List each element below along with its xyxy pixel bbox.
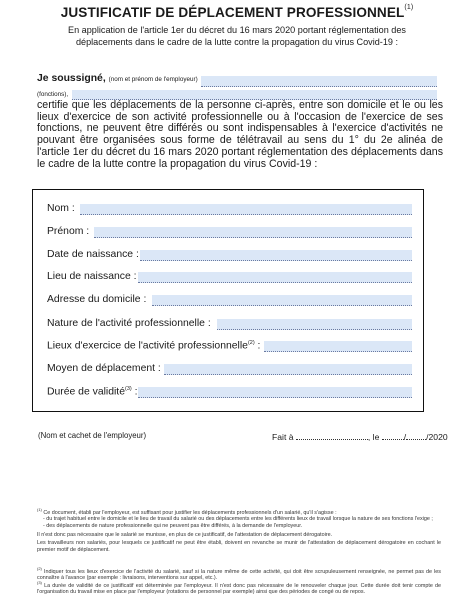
adresse-field[interactable] <box>152 295 412 306</box>
certification-text: certifie que les déplacements de la personne ci-après, entre son domicile et le ou les lieux d'exercice de son activité professionnelle ou à l'occasion de l'exercice de ses fonctions, ne peuvent être différés ou sont indispensables à l'exercice d'activités ne pouvant être organisées sous forme de télétravail au sens du 1° du 2e alinéa de l'article 1er du décret du 16 mars 2020 portant réglementation des déplacements dans le cadre de la lutte contre la propagation du virus Covid-19 : <box>37 99 443 170</box>
field-label-duree-validite: Durée de validité$^{(3)}$ : <box>47 386 138 398</box>
prenom-field[interactable] <box>94 227 412 238</box>
fonctions-label: (fonctions), <box>37 91 69 98</box>
fait-a-label: Fait à <box>272 432 294 442</box>
subtitle-line-2: déplacements dans le cadre de la lutte contre la propagation du virus Covid-19 : <box>75 36 398 47</box>
field-label-date-naissance: Date de naissance : <box>47 249 139 260</box>
fait-a-line: Fait à , le / /2020 <box>272 432 448 442</box>
duree-validite-field[interactable] <box>138 387 412 398</box>
footnote-3: $^{(3)}$ La durée de validité de ce justificatif est déterminée par l'employeur. Il n'est donc pas nécessaire de le renouveler chaque jour. Cette durée doit tenir compte de l'organisation du travail mise en place par l'employeur (rotations de personnel par exemple) ainsi que des périodes de congé ou de repos. <box>37 580 442 596</box>
employer-stamp-label: (Nom et cachet de l'employeur) <box>38 431 147 440</box>
moyen-deplacement-field[interactable] <box>164 364 412 375</box>
employer-name-field[interactable] <box>201 76 437 87</box>
field-label-nom: Nom : <box>47 203 75 214</box>
lieux-exercice-field[interactable] <box>264 341 412 352</box>
declarant-label: Je soussigné, <box>37 73 106 84</box>
declarant-hint: (nom et prénom de l'employeur) <box>108 76 198 83</box>
field-label-adresse: Adresse du domicile : <box>47 294 147 305</box>
footnote-2: $^{(2)}$ Indiquer tous les lieux d'exercice de l'activité du salarié, sauf si la nature même de cette activité, qui doit être scrupuleusement renseignée, ne permet pas de les connaître à l'avance (par exemple : livraisons, interventions sur appel, etc.). <box>37 566 442 582</box>
title-footnote-mark: (1) <box>404 4 414 11</box>
date-day-field[interactable] <box>382 431 404 440</box>
date-naissance-field[interactable] <box>140 250 412 261</box>
footnote-1: $^{(1)}$ Ce document, établi par l'employeur, est suffisant pour justifier les déplacements professionnels d'un salarié, qu'il s'agisse : - du trajet habituel entre le domicile et le lieu de travail du salarié ou des déplacements entre les différents lieux de travail lorsque la nature de ses fonctions l'exige ; - des déplacements de nature professionnelle qui ne peuvent pas être différés, à la demande de l'employeur. Il n'est donc pas nécessaire que le salarié se munisse, en plus de ce justificatif, de l'attestation de déplacement dérogatoire. Les travailleurs non salariés, pour lesquels ce justificatif ne peut être établi, doivent en revanche se munir de l'attestation de déplacement dérogatoire en cochant le premier motif de déplacement. <box>37 507 441 553</box>
date-month-field[interactable] <box>406 431 426 440</box>
document-title: JUSTIFICATIF DE DÉPLACEMENT PROFESSIONNEL$^{(1)}$ <box>60 4 414 20</box>
field-label-lieux-exercice: Lieux d'exercice de l'activité professionnelle$^{(2)}$ : <box>47 340 261 352</box>
declarant-line <box>37 73 198 84</box>
nom-field[interactable] <box>80 204 412 215</box>
field-label-prenom: Prénom : <box>47 226 90 237</box>
document-subtitle <box>30 25 444 48</box>
lieu-naissance-field[interactable] <box>138 272 412 283</box>
field-label-lieu-naissance: Lieu de naissance : <box>47 271 137 282</box>
fait-a-place-field[interactable] <box>296 431 368 440</box>
subtitle-line-1: En application de l'article 1er du décret du 16 mars 2020 portant réglementation des <box>68 25 406 35</box>
date-prefix: , le <box>367 432 380 442</box>
field-label-nature-activite: Nature de l'activité professionnelle : <box>47 318 211 329</box>
date-year: /2020 <box>426 432 448 442</box>
nature-activite-field[interactable] <box>217 319 412 330</box>
field-label-moyen-deplacement: Moyen de déplacement : <box>47 363 161 374</box>
